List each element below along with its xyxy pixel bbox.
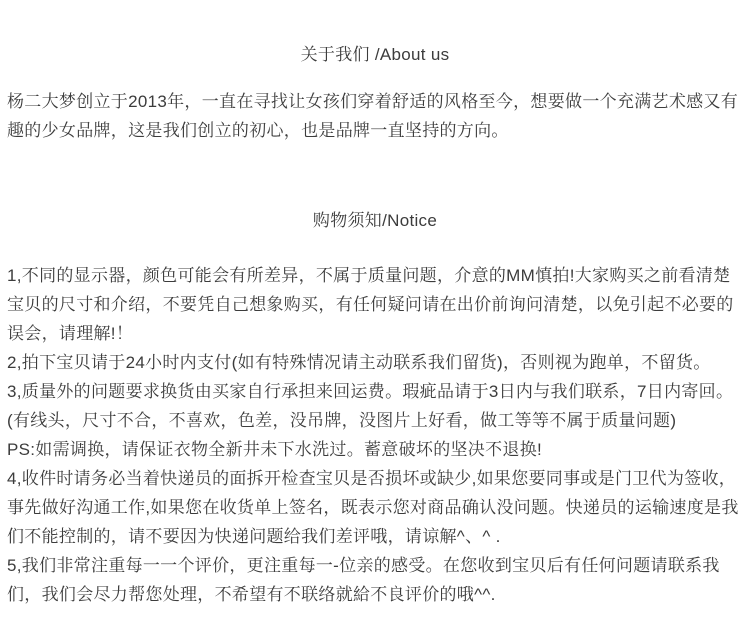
about-us-text: 杨二大梦创立于2013年，一直在寻找让女孩们穿着舒适的风格至今，想要做一个充满艺术感又有趣的少女品牌，这是我们创立的初心，也是品牌一直坚持的方向。 [7,92,739,140]
notice-list [7,261,743,609]
notice-item-4: 4,收件时请务必当着快递员的面拆开检查宝贝是否损坏或缺少,如果您要同事或是门卫代为签收，事先做好沟通工作,如果您在收货单上签名，既表示您对商品确认没问题。快递员的运输速度是我们不能控制的，请不要因为快递问题给我们差评哦，请谅解^、^ . [7,469,739,546]
notice-title: 购物须知/Notice [312,211,438,230]
notice-item-5: 5,我们非常注重每一一个评价，更注重每一-位亲的感受。在您收到宝贝后有任何问题请联系我们，我们会尽力帮您处理，不希望有不联络就給不良评价的哦^^. [7,556,720,604]
notice-item-3: 3,质量外的问题要求换货由买家自行承担来回运费。瑕疵品请于3日内与我们联系，7日内寄回。(有线头，尺寸不合，不喜欢，色差，没吊牌，没图片上好看，做工等等不属于质量问题) [7,382,734,430]
notice-item-2: 2,拍下宝贝请于24小时内支付(如有特殊情况请主动联系我们留货)，否则视为跑单，不留货。 [7,353,711,372]
notice-item-1: 1,不同的显示器，颜色可能会有所差异，不属于质量问题，介意的MM慎拍!大家购买之前看清楚宝贝的尺寸和介绍，不要凭自己想象购买，有任何疑问请在出价前询问清楚，以免引起不必要的误会，请理解!！ [7,266,734,343]
notice-item-ps: PS:如需调换，请保证衣物全新井未下水洗过。蓄意破坏的坚决不退换! [7,440,543,459]
about-us-title: 关于我们 /About us [300,45,450,64]
